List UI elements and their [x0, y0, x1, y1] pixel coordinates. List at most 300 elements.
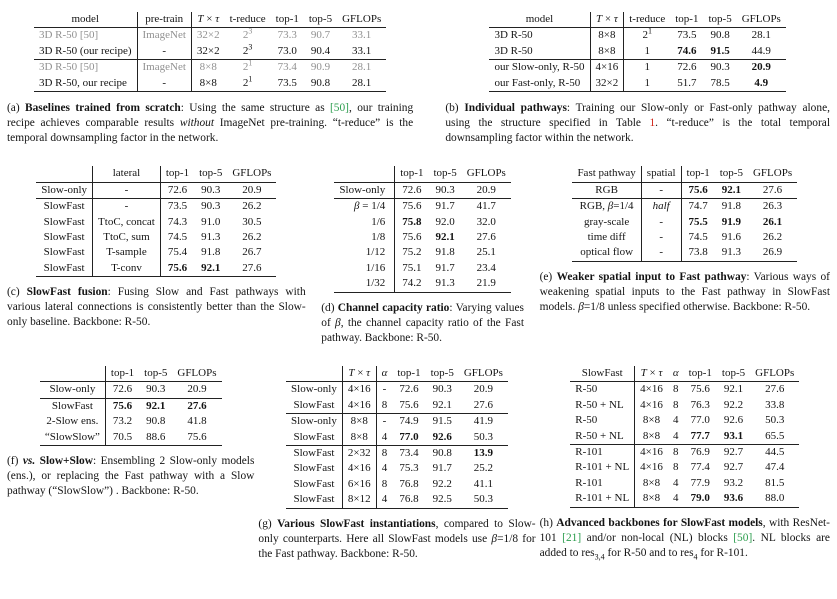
table-row — [36, 261, 276, 277]
column-header — [681, 166, 715, 182]
text-segment: top-1 — [688, 367, 712, 380]
table-cell — [641, 230, 681, 245]
text-segment: τ — [613, 13, 618, 25]
text-segment: 4×16 — [640, 445, 663, 458]
text-segment: 1 — [644, 61, 650, 74]
text-segment: 92.1 — [721, 183, 741, 196]
text-segment: 74.6 — [677, 44, 697, 57]
text-segment: top-5 — [308, 13, 333, 25]
table-cell — [590, 28, 624, 44]
text-segment: 90.3 — [146, 383, 166, 396]
table-cell — [337, 60, 386, 76]
text-segment: 3 — [248, 26, 253, 36]
text-segment: GFLOPs — [232, 167, 272, 180]
table-cell — [635, 429, 668, 445]
citation-link[interactable]: [50] — [330, 101, 349, 114]
text-segment: 28.1 — [352, 61, 372, 74]
text-segment: 74.5 — [688, 230, 708, 243]
text-segment: vs. — [22, 454, 36, 467]
text-segment: 33.8 — [765, 398, 785, 411]
table-cell — [717, 429, 750, 445]
table-row — [572, 215, 797, 230]
text-segment: 8×8 — [642, 492, 661, 505]
text-segment: 33.1 — [352, 29, 372, 42]
table-cell — [668, 413, 684, 428]
table-cell — [337, 44, 386, 60]
text-segment: 90.8 — [710, 29, 730, 42]
table-cell — [34, 60, 137, 76]
text-segment: (b) — [445, 101, 465, 114]
table-row — [286, 430, 508, 446]
table-cell — [572, 245, 641, 261]
text-segment: TtoC, concat — [98, 215, 155, 228]
text-segment: 72.6 — [167, 183, 188, 196]
text-segment: GFLOPs — [741, 13, 781, 25]
text-segment: 81.5 — [765, 476, 785, 489]
text-segment: R-50 — [575, 383, 598, 396]
table-cell — [395, 245, 429, 260]
table-row — [572, 182, 797, 198]
text-segment: 3D R-50 [50] — [38, 29, 99, 42]
text-segment: Various SlowFast instantiations — [277, 517, 436, 530]
table-cell — [750, 398, 799, 413]
text-segment: 3D R-50, our recipe — [38, 76, 127, 89]
column-header — [337, 12, 386, 28]
text-segment: (d) — [321, 301, 338, 314]
table-cell — [105, 430, 139, 446]
column-header — [139, 366, 172, 382]
table-cell — [570, 382, 634, 398]
table-cell — [737, 76, 786, 92]
column-header — [286, 366, 342, 382]
table-row — [334, 230, 510, 245]
text-segment: 75.6 — [399, 398, 419, 411]
table-cell — [635, 491, 668, 507]
text-segment: SlowFast — [293, 477, 335, 490]
column-header — [172, 366, 221, 382]
text-segment: 2 — [242, 44, 249, 57]
table-cell — [426, 430, 459, 446]
text-segment: for R-50 and to res — [604, 546, 694, 559]
text-segment: : Using the same structure as — [180, 101, 330, 114]
text-segment: 50.3 — [473, 493, 494, 506]
caption-h — [539, 516, 833, 562]
text-segment: (f) — [7, 454, 23, 467]
table-cell — [172, 398, 221, 414]
text-segment: 75.5 — [688, 215, 708, 228]
text-segment: ImageNet — [142, 29, 186, 42]
column-header — [392, 366, 425, 382]
column-header — [334, 166, 394, 182]
text-segment: 26.9 — [762, 246, 783, 259]
text-segment: 6×16 — [347, 477, 371, 490]
table-cell — [337, 76, 386, 92]
text-segment: 4 — [673, 492, 679, 505]
table-row — [36, 199, 276, 215]
text-segment: 73.0 — [277, 44, 297, 57]
text-segment: 91.8 — [201, 246, 221, 259]
text-segment: - — [124, 183, 129, 196]
text-segment: 2 — [642, 29, 648, 42]
text-segment: Slow-only — [41, 183, 88, 196]
table-cell — [572, 230, 641, 245]
text-segment: 91.3 — [721, 246, 741, 259]
table-header-row — [286, 366, 508, 382]
text-segment: our Fast-only, R-50 — [494, 76, 581, 89]
table-row — [34, 76, 386, 92]
text-segment: 50.3 — [473, 430, 494, 443]
table-header-row — [34, 12, 386, 28]
table-cell — [194, 182, 227, 198]
table-cell — [286, 445, 342, 461]
text-segment: 51.7 — [677, 76, 697, 89]
panel-row-2 — [5, 166, 832, 346]
text-segment: Individual pathways — [464, 101, 567, 114]
text-segment: 8 — [673, 461, 679, 474]
table-cell — [459, 461, 508, 476]
text-segment: SlowFast fusion — [26, 286, 108, 299]
table-cell — [286, 492, 342, 508]
text-segment: without — [179, 117, 215, 130]
text-segment: 4.9 — [754, 76, 769, 89]
table-cell — [36, 199, 92, 215]
table-cell — [334, 230, 394, 245]
text-segment: τ — [215, 13, 220, 25]
text-segment: 90.3 — [432, 383, 452, 396]
table-cell — [160, 199, 194, 215]
table-cell — [428, 245, 461, 260]
panel-h-advanced-backbones — [538, 366, 832, 561]
table-cell — [426, 445, 459, 461]
table-cell — [462, 230, 511, 245]
citation-link[interactable]: [50] — [733, 531, 753, 544]
text-segment: 77.7 — [690, 429, 710, 442]
table-cell — [748, 230, 797, 245]
text-segment: T — [595, 13, 603, 25]
table-row — [34, 28, 386, 44]
table-row — [40, 398, 222, 414]
text-segment: R-50 — [575, 414, 598, 427]
text-segment: 8 — [673, 383, 679, 396]
table-cell — [681, 199, 715, 215]
text-segment: 73.2 — [112, 415, 133, 428]
table-cell — [40, 430, 106, 446]
text-segment: (h) — [539, 516, 557, 529]
table-cell — [334, 276, 394, 292]
text-segment: =1/8 for the Fast pathway. Backbone: R-50. — [258, 532, 539, 560]
text-segment: SlowFast — [43, 261, 85, 274]
text-segment: top-1 — [675, 13, 699, 25]
column-header — [160, 166, 194, 182]
text-segment: 32×2 — [595, 76, 619, 89]
column-header — [428, 166, 461, 182]
table-cell — [590, 44, 624, 60]
text-segment: 75.6 — [112, 399, 133, 412]
table-cell — [459, 430, 508, 446]
text-segment: for R-101. — [697, 546, 748, 559]
column-header — [225, 12, 271, 28]
table-header-row — [489, 12, 785, 28]
table-cell — [271, 44, 304, 60]
column-header — [737, 12, 786, 28]
caption-b — [445, 101, 833, 146]
table-cell — [304, 28, 337, 44]
text-segment: 79.0 — [690, 492, 710, 505]
table-ref-link[interactable]: 1 — [649, 117, 656, 130]
table-row — [286, 477, 508, 492]
text-segment: . NL blocks are added to res — [539, 531, 833, 559]
text-segment: t-reduce — [229, 13, 266, 25]
text-segment: top-5 — [721, 367, 746, 380]
column-header — [572, 166, 641, 182]
text-segment: 74.5 — [167, 230, 188, 243]
text-segment: optical flow — [580, 246, 634, 259]
text-segment: τ — [658, 367, 663, 380]
table-cell — [459, 445, 508, 461]
text-segment: 8 — [673, 398, 679, 411]
text-segment: 30.5 — [242, 215, 262, 228]
panel-g-instantiations — [256, 366, 537, 562]
results-table-b — [489, 12, 785, 92]
table-cell — [462, 199, 511, 215]
text-segment: 27.6 — [762, 183, 783, 196]
text-segment: model — [71, 13, 99, 25]
text-segment: R-101 + NL — [575, 492, 630, 505]
text-segment: top-5 — [719, 167, 743, 180]
text-segment: 41.8 — [187, 415, 207, 428]
text-segment: 4 — [673, 414, 679, 427]
table-cell — [34, 28, 137, 44]
text-segment: 76.8 — [399, 477, 419, 490]
table-cell — [590, 76, 624, 92]
text-segment: SlowFast — [43, 230, 85, 243]
text-segment: 77.0 — [399, 430, 419, 443]
results-table-c — [36, 166, 276, 277]
table-cell — [572, 215, 641, 230]
table-row — [570, 429, 799, 445]
table-row — [334, 245, 510, 260]
table-cell — [93, 245, 161, 260]
table-cell — [172, 382, 221, 398]
table-cell — [334, 199, 394, 215]
text-segment: 88.0 — [765, 492, 785, 505]
table-cell — [139, 414, 172, 429]
text-segment: Slow-only — [49, 383, 96, 396]
text-segment: 90.8 — [310, 76, 331, 89]
table-cell — [748, 215, 797, 230]
table-cell — [194, 245, 227, 260]
text-segment: SlowFast — [581, 367, 623, 380]
text-segment: . “t-reduce” is the total temporal downsampling factor within the network. — [445, 117, 833, 145]
text-segment: time diff — [587, 230, 626, 243]
table-cell — [750, 382, 799, 398]
text-segment: 73.5 — [167, 200, 188, 213]
table-row — [334, 261, 510, 276]
table-cell — [227, 215, 276, 230]
table-row — [570, 382, 799, 398]
table-row — [570, 444, 799, 460]
table-cell — [304, 76, 337, 92]
table-row — [570, 413, 799, 428]
text-segment: 92.1 — [146, 399, 166, 412]
text-segment: 28.1 — [352, 76, 372, 89]
text-segment: 2 — [242, 61, 249, 74]
table-cell — [172, 430, 221, 446]
text-segment: top-5 — [430, 367, 454, 380]
table-cell — [703, 44, 736, 60]
table-cell — [670, 44, 703, 60]
table-cell — [286, 398, 342, 414]
text-segment: 76.9 — [690, 445, 710, 458]
table-cell — [194, 199, 227, 215]
text-segment: 4×16 — [595, 61, 619, 74]
text-segment: pre-train — [145, 13, 184, 25]
text-segment: 90.3 — [201, 183, 221, 196]
table-cell — [684, 444, 717, 460]
table-cell — [376, 382, 392, 398]
text-segment: α — [672, 367, 679, 380]
text-segment: 8×8 — [350, 430, 368, 443]
table-cell — [428, 182, 461, 198]
table-cell — [750, 444, 799, 460]
table-cell — [376, 445, 392, 461]
text-segment: 8×8 — [642, 476, 661, 489]
text-segment: : Ensembling 2 Slow-only models (ens.), or replacing the Fast pathway with a Slow pathway (“SlowSlow”) . Backbone: R-50. — [7, 454, 258, 498]
table-cell — [590, 60, 624, 76]
panel-row-1 — [5, 12, 832, 146]
table-cell — [715, 182, 748, 198]
table-cell — [641, 199, 681, 215]
column-header — [459, 366, 508, 382]
text-segment: 65.5 — [765, 429, 785, 442]
text-segment: 92.7 — [723, 445, 744, 458]
text-segment: 3D R-50 [50] — [38, 61, 99, 74]
table-cell — [668, 429, 684, 445]
table-cell — [641, 182, 681, 198]
table-cell — [139, 382, 172, 398]
table-cell — [160, 261, 194, 277]
text-segment: , the channel capacity ratio of the Fast pathway. Backbone: R-50. — [321, 316, 527, 344]
text-segment: 75.3 — [399, 462, 419, 475]
column-header — [641, 166, 681, 182]
table-cell — [392, 414, 425, 430]
text-segment: : Fusing Slow and Fast pathways with various lateral connections is consistently better than the Slow-only baseline. Backbone: R-50. — [7, 286, 309, 329]
text-segment: top-1 — [275, 13, 299, 25]
text-segment: 8×8 — [350, 415, 368, 428]
caption-g — [258, 517, 539, 562]
table-cell — [227, 182, 276, 198]
text-segment: 91.6 — [721, 230, 741, 243]
text-segment: 75.6 — [402, 230, 422, 243]
table-cell — [684, 382, 717, 398]
table-cell — [703, 76, 736, 92]
column-header — [376, 366, 392, 382]
text-segment: 3,4 — [594, 552, 605, 562]
text-segment: 26.2 — [242, 200, 262, 213]
column-header — [426, 366, 459, 382]
text-segment: 3D R-50 — [494, 44, 533, 57]
text-segment: 72.6 — [112, 383, 133, 396]
text-segment: 4×16 — [640, 383, 663, 396]
text-segment: 20.9 — [476, 183, 496, 196]
text-segment: 77.4 — [690, 461, 710, 474]
table-cell — [635, 476, 668, 491]
table-cell — [376, 492, 392, 508]
text-segment: 8×8 — [642, 429, 661, 442]
text-segment: gray-scale — [584, 215, 630, 228]
text-segment: β — [578, 301, 584, 314]
text-segment: 72.6 — [402, 183, 422, 196]
table-cell — [426, 477, 459, 492]
column-header — [684, 366, 717, 382]
table-cell — [392, 445, 425, 461]
text-segment: 3D R-50 — [494, 29, 533, 42]
column-header — [342, 366, 376, 382]
text-segment: 74.2 — [402, 277, 422, 290]
text-segment: β — [607, 200, 614, 213]
text-segment: 78.5 — [710, 76, 730, 89]
text-segment: : Various ways of weakening spatial inputs to the Fast pathway in SlowFast models. — [539, 270, 833, 314]
table-row — [489, 76, 785, 92]
text-segment: 91.8 — [721, 200, 741, 213]
text-segment: 92.7 — [723, 461, 744, 474]
table-row — [36, 215, 276, 230]
text-segment: GFLOPs — [755, 367, 795, 380]
table-cell — [635, 382, 668, 398]
table-cell — [194, 215, 227, 230]
table-row — [36, 182, 276, 198]
table-cell — [459, 414, 508, 430]
citation-link[interactable]: [21] — [562, 531, 582, 544]
text-segment: 44.9 — [751, 44, 771, 57]
text-segment: GFLOPs — [177, 367, 217, 380]
text-segment: 90.4 — [310, 44, 331, 57]
text-segment: 4 — [381, 493, 388, 506]
table-cell — [459, 398, 508, 414]
table-cell — [570, 460, 634, 475]
table-row — [286, 492, 508, 508]
text-segment: 72.6 — [677, 61, 697, 74]
text-segment: 1 — [248, 73, 253, 83]
text-segment: 28.1 — [751, 29, 771, 42]
column-header — [462, 166, 511, 182]
text-segment: 2 — [242, 76, 249, 89]
table-cell — [570, 491, 634, 507]
text-segment: top-1 — [397, 367, 421, 380]
table-cell — [227, 199, 276, 215]
text-segment: 4 — [381, 430, 388, 443]
text-segment: 26.2 — [242, 230, 262, 243]
text-segment: top-5 — [708, 13, 732, 25]
table-header-row — [570, 366, 799, 382]
table-cell — [570, 476, 634, 491]
text-segment: 90.3 — [435, 183, 455, 196]
text-segment: 76.8 — [399, 493, 419, 506]
table-cell — [160, 182, 194, 198]
table-cell — [376, 414, 392, 430]
text-segment: 90.8 — [432, 446, 452, 459]
text-segment: , our training recipe achieves comparable results — [7, 101, 417, 130]
text-segment: 3 — [248, 42, 253, 52]
table-cell — [570, 444, 634, 460]
text-segment: 44.5 — [765, 445, 785, 458]
table-row — [570, 398, 799, 413]
text-segment: α — [381, 367, 388, 380]
table-row — [40, 430, 222, 446]
text-segment: 91.8 — [435, 246, 455, 259]
text-segment: 93.2 — [723, 476, 744, 489]
table-cell — [137, 60, 191, 76]
